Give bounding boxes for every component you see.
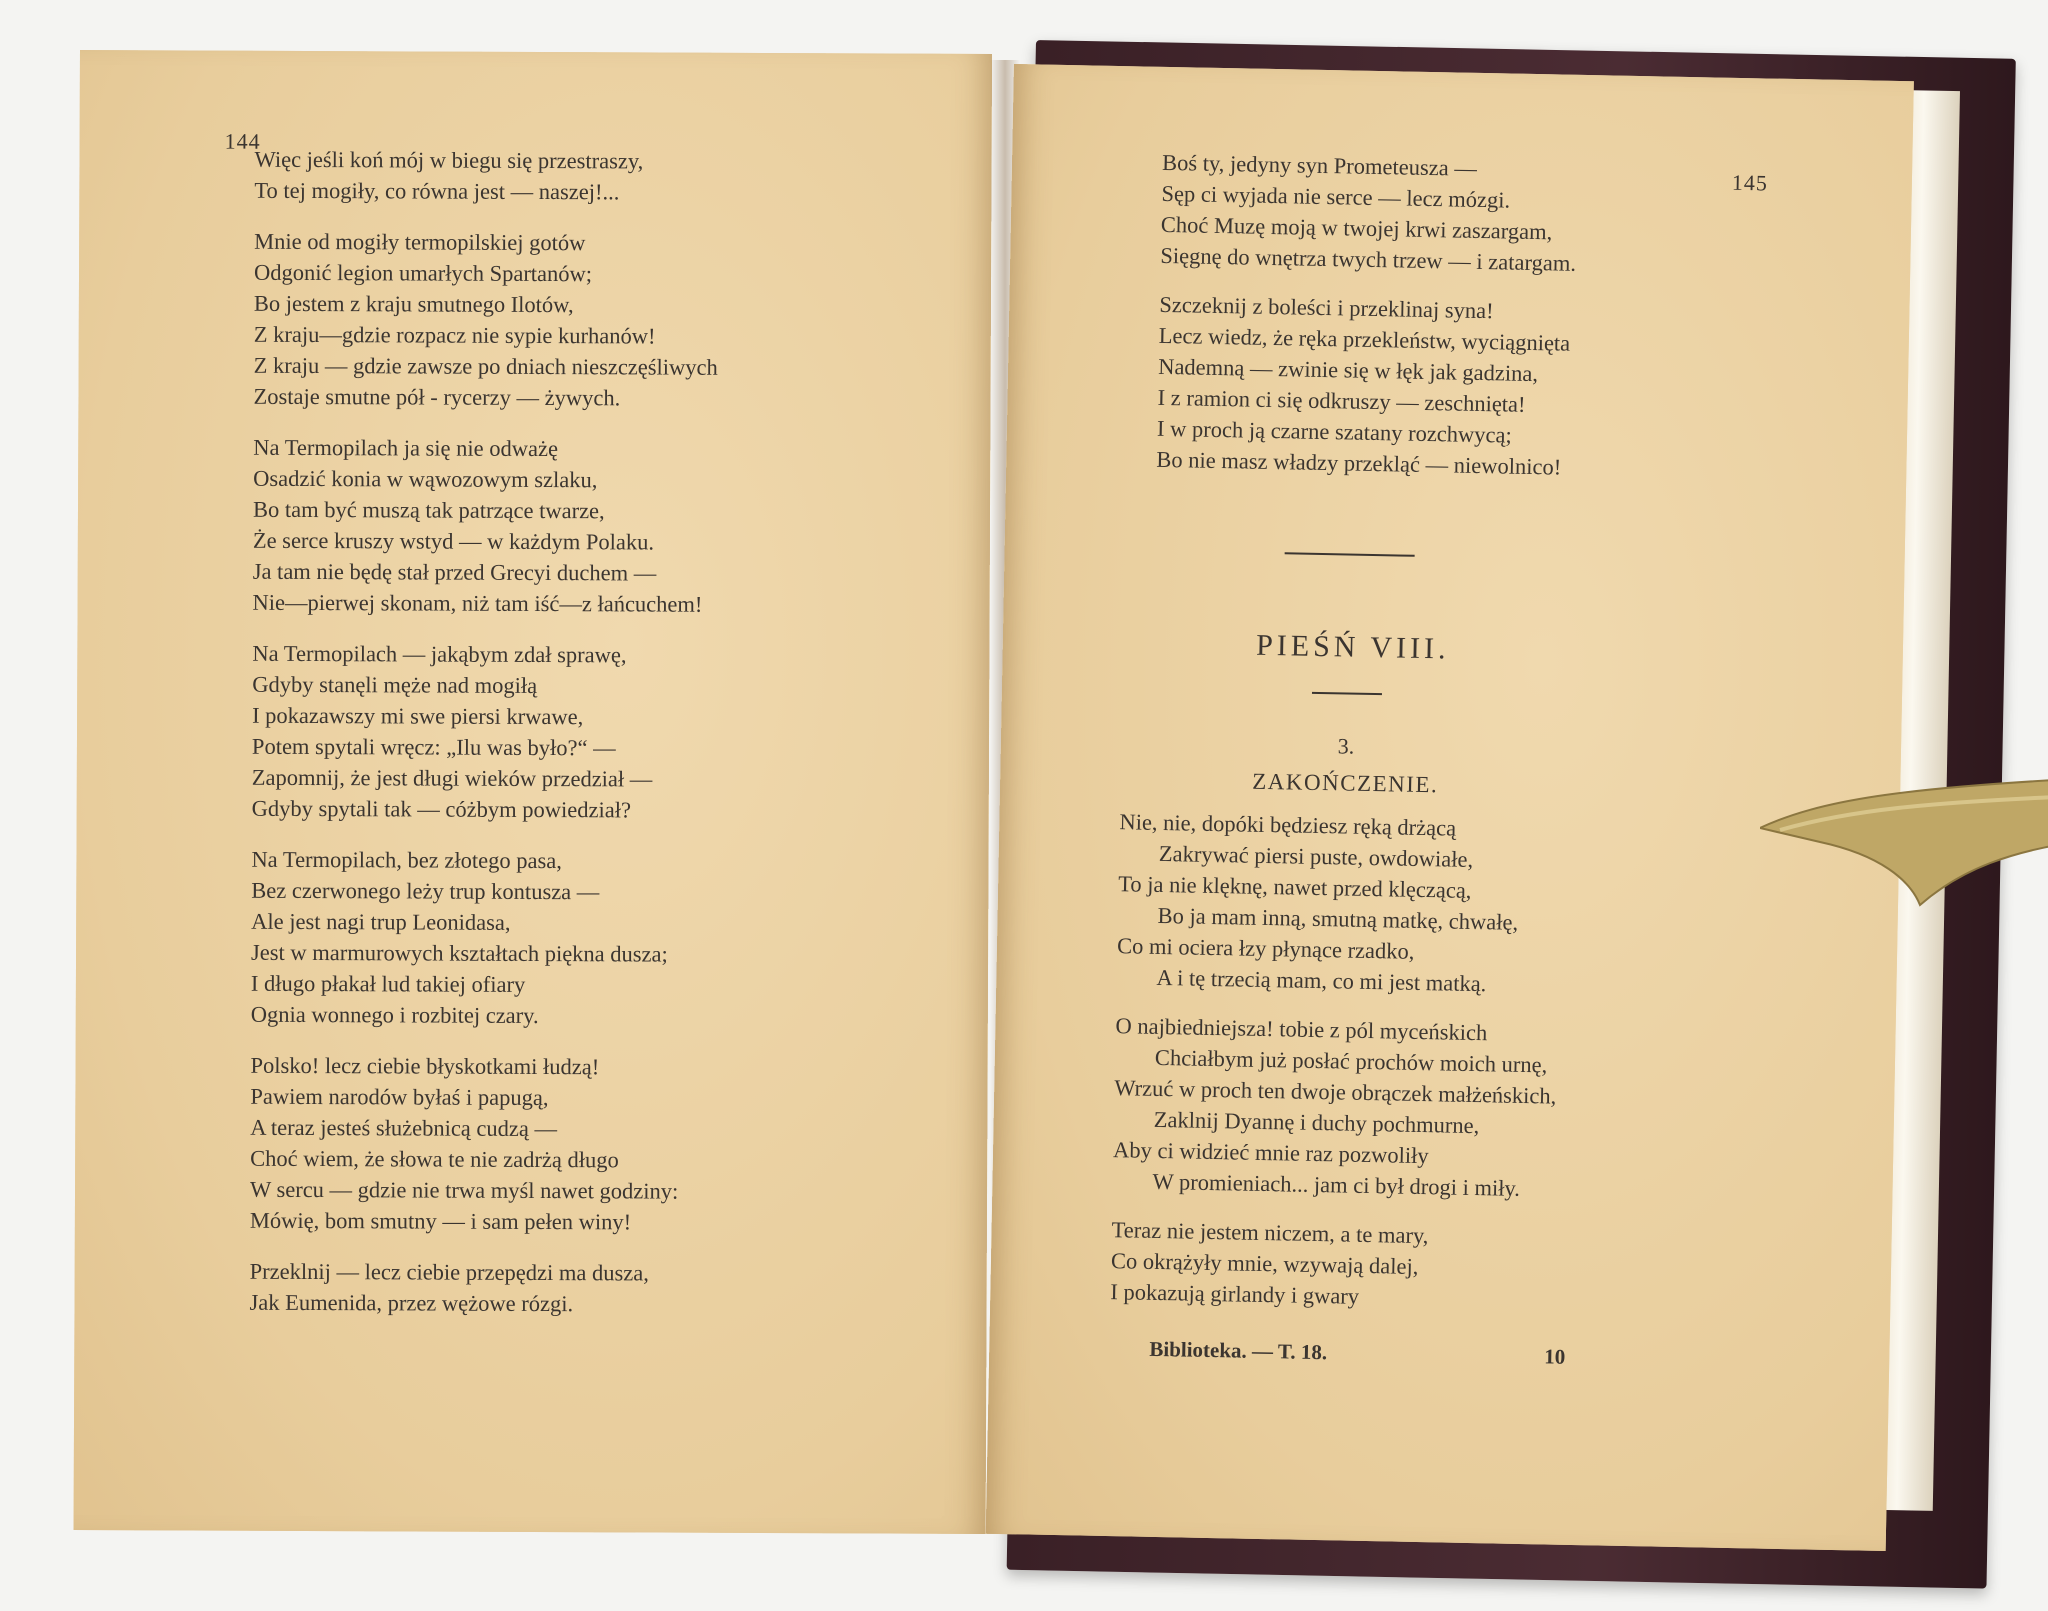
verse-line: Zakrywać piersi puste, owdowiałe, — [1158, 840, 1474, 872]
verse-line: W sercu — gdzie nie trwa myśl nawet godziny: — [249, 1176, 679, 1204]
verse-line: Na Termopilach, bez złotego pasa, — [251, 846, 562, 874]
verse-line: Ale jest nagi trup Leonidasa, — [251, 908, 511, 935]
verse-line: Polsko! lecz ciebie błyskotkami łudzą! — [250, 1052, 600, 1080]
stanza — [251, 844, 669, 1032]
verse-line: Gdyby stanęli męże nad mogiłą — [252, 671, 538, 699]
verse-line: Aby ci widzieć mnie raz pozwoliły — [1112, 1137, 1429, 1169]
verse-line: Więc jeśli koń mój w biegu się przestraszy, — [254, 146, 644, 174]
verse-line: Jest w marmurowych kształtach piękna dusza; — [251, 939, 668, 967]
verse-line: A i tę trzecią mam, co mi jest matką. — [1156, 964, 1487, 997]
stanza — [252, 638, 653, 826]
stanza — [1112, 1010, 1558, 1204]
song-heading: PIEŚŃ VIII. — [1255, 628, 1450, 666]
verse-line: Gdyby spytali tak — cóżbym powiedział? — [251, 795, 632, 823]
verse-line: O najbiedniejsza! tobie z pól myceńskich — [1115, 1013, 1488, 1046]
verse-line: Chciałbym już posłać prochów moich urnę, — [1154, 1044, 1548, 1078]
section-number: 3. — [1337, 733, 1355, 759]
page-number-left: 144 — [224, 128, 261, 154]
verse-line: Potem spytali wręcz: „Ilu was było?“ — — [251, 733, 616, 761]
verse-line: Odgonić legion umarłych Spartanów; — [253, 259, 593, 287]
verse-line: Ognia wonnego i rozbitej czary. — [250, 1001, 539, 1029]
verse-line: Zapomnij, że jest długi wieków przedział — — [251, 764, 653, 792]
verse-line: Jak Eumenida, przez wężowe rózgi. — [249, 1289, 574, 1317]
verse-line: I z ramion ci się odkruszy — zeschnięta! — [1157, 384, 1526, 417]
verse-line: Lecz wiedz, że ręka przekleństw, wyciągnięta — [1158, 322, 1571, 356]
verse-line: Sięgnę do wnętrza twych trzew — i zatargam. — [1160, 242, 1577, 276]
stanza — [253, 432, 704, 620]
verse-line: Mnie od mogiły termopilskiej gotów — [254, 228, 586, 256]
verse-line: Co okrążyły mnie, wzywają dalej, — [1110, 1248, 1419, 1279]
verse-line: Że serce kruszy wstyd — w każdym Polaku. — [252, 527, 655, 555]
verse-line: Ja tam nie będę stał przed Grecyi duchem — — [252, 558, 657, 586]
stanza — [1110, 1214, 1429, 1313]
verse-line: Osadzić konia w wąwozowym szlaku, — [253, 465, 598, 493]
verse-line: Szczeknij z boleści i przeklinaj syna! — [1159, 291, 1494, 324]
verse-line: Nie—pierwej skonam, niż tam iść—z łańcuchem! — [252, 589, 703, 617]
verse-line: Nademną — zwinie się w łęk jak gadzina, — [1157, 353, 1539, 387]
verse-line: Sęp ci wyjada nie serce — lecz mózgi. — [1161, 180, 1511, 213]
verse-line: Bez czerwonego leży trup kontusza — — [251, 877, 600, 905]
verse-line: Zaklnij Dyannę i duchy pochmurne, — [1153, 1106, 1480, 1139]
verse-line: Bo ja mam inną, smutną matkę, chwałę, — [1157, 902, 1519, 935]
verse-line: Co mi ociera łzy płynące rzadko, — [1116, 933, 1415, 964]
verse-line: Bo tam być muszą tak patrzące twarze, — [252, 496, 605, 524]
verse-line: Choć wiem, że słowa te nie zadrżą długo — [250, 1145, 619, 1173]
footer-signature: 10 — [1544, 1344, 1566, 1369]
verse-line: I długo płakał lud takiej ofiary — [250, 970, 526, 997]
left-page — [74, 50, 992, 1534]
bookmark-icon — [1760, 770, 2048, 910]
verse-line: Teraz nie jestem niczem, a te mary, — [1111, 1217, 1429, 1249]
stanza — [250, 1050, 679, 1238]
verse-line: Z kraju—gdzie rozpacz nie sypie kurhanów! — [253, 321, 656, 349]
verse-line: Na Termopilach — jakąbym zdał sprawę, — [252, 640, 627, 668]
verse-line: Nie, nie, dopóki będziesz ręką drżącą — [1119, 809, 1457, 841]
verse-line: A teraz jesteś służebnicą cudzą — — [250, 1114, 558, 1142]
verse-line: I w proch ją czarne szatany rozchwycą; — [1156, 415, 1513, 448]
verse-line: Z kraju — gdzie zawsze po dniach nieszczęśliwych — [253, 352, 718, 380]
verse-line: Wrzuć w proch ten dwoje obrączek małżeńskich, — [1114, 1075, 1557, 1109]
verse-line: I pokazawszy mi swe piersi krwawe, — [252, 702, 584, 730]
verse-line: Na Termopilach ja się nie odważę — [253, 434, 559, 462]
stanza — [254, 144, 643, 208]
verse-line: Bo jestem z kraju smutnego Ilotów, — [253, 290, 574, 318]
verse-line: Choć Muzę moją w twojej krwi zaszargam, — [1160, 211, 1553, 245]
verse-line: W promieniach... jam ci był drogi i miły. — [1152, 1168, 1521, 1201]
verse-line: To tej mogiły, co równa jest — naszej!... — [254, 177, 620, 205]
section-title: ZAKOŃCZENIE. — [1252, 768, 1439, 798]
verse-line: Bo nie masz władzy przekląć — niewolnico! — [1156, 446, 1562, 480]
stanza — [249, 1256, 648, 1320]
page-number-right: 145 — [1731, 169, 1769, 196]
section-divider-bottom — [1312, 692, 1382, 695]
stanza — [253, 226, 718, 414]
verse-line: Boś ty, jedyny syn Prometeusza — — [1161, 149, 1478, 181]
stanza — [1160, 147, 1578, 279]
verse-line: Zostaje smutne pół - rycerzy — żywych. — [253, 383, 621, 411]
footer-series: Biblioteka. — T. 18. — [1149, 1336, 1328, 1365]
verse-line: Przeklnij — lecz ciebie przepędzi ma dusza, — [249, 1258, 649, 1286]
verse-line: To ja nie klęknę, nawet przed klęczącą, — [1118, 871, 1472, 903]
stanza — [1156, 289, 1571, 483]
stanza — [1116, 806, 1520, 1000]
verse-line: Pawiem narodów byłaś i papugą, — [250, 1083, 549, 1111]
section-divider-top — [1285, 552, 1415, 556]
verse-line: Mówię, bom smutny — i sam pełen winy! — [249, 1207, 632, 1235]
verse-line: I pokazują girlandy i gwary — [1110, 1279, 1360, 1309]
